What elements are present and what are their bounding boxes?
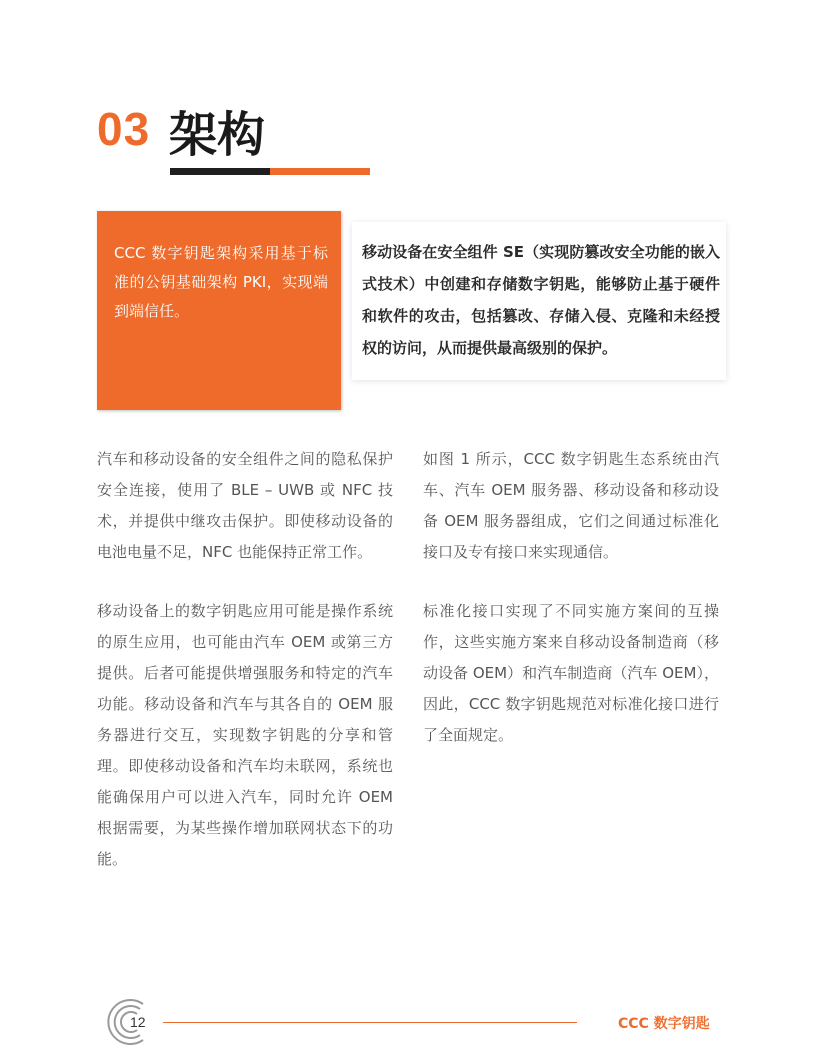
- highlight-quote-text: 移动设备在安全组件 SE（实现防篡改安全功能的嵌入式技术）中创建和存储数字钥匙，能够防止基于硬件和软件的攻击，包括篡改、存储入侵、克隆和未经授权的访问，从而提供最高级别的保护。: [362, 243, 720, 357]
- body-paragraph-left-2: 移动设备上的数字钥匙应用可能是操作系统的原生应用，也可能由汽车 OEM 或第三方提供。后者可能提供增强服务和特定的汽车功能。移动设备和汽车与其各自的 OEM 服务器进行交互，实现数字钥匙的分享和管理。即使移动设备和汽车均未联网，系统也能确保用户可以进入汽车，同时允许 OEM 根据需要，为某些操作增加联网状态下的功能。: [97, 602, 393, 868]
- callout-text: CCC 数字钥匙架构采用基于标准的公钥基础架构 PKI，实现端到端信任。: [114, 244, 328, 320]
- body-paragraph-left-1: 汽车和移动设备的安全组件之间的隐私保护安全连接，使用了 BLE – UWB 或 NFC 技术，并提供中继攻击保护。即使移动设备的电池电量不足，NFC 也能保持正常工作。: [97, 450, 393, 561]
- body-paragraph-right-1: 如图 1 所示，CCC 数字钥匙生态系统由汽车、汽车 OEM 服务器、移动设备和移动设备 OEM 服务器组成，它们之间通过标准化接口及专有接口来实现通信。: [423, 450, 719, 561]
- callout-box: [97, 211, 341, 410]
- highlight-quote: [352, 222, 726, 380]
- footer-divider: [163, 1022, 577, 1023]
- heading-underline-dark: [170, 168, 270, 175]
- section-title: 架构: [169, 107, 266, 163]
- page-number: 12: [130, 1014, 146, 1030]
- heading-underline-orange: [270, 168, 370, 175]
- section-number: 03: [97, 103, 151, 155]
- body-paragraph-right-2: 标准化接口实现了不同实施方案间的互操作，这些实施方案来自移动设备制造商（移动设备 OEM）和汽车制造商（汽车 OEM），因此，CCC 数字钥匙规范对标准化接口进行了全面规定。: [423, 602, 719, 744]
- footer-brand: CCC 数字钥匙: [618, 1016, 710, 1032]
